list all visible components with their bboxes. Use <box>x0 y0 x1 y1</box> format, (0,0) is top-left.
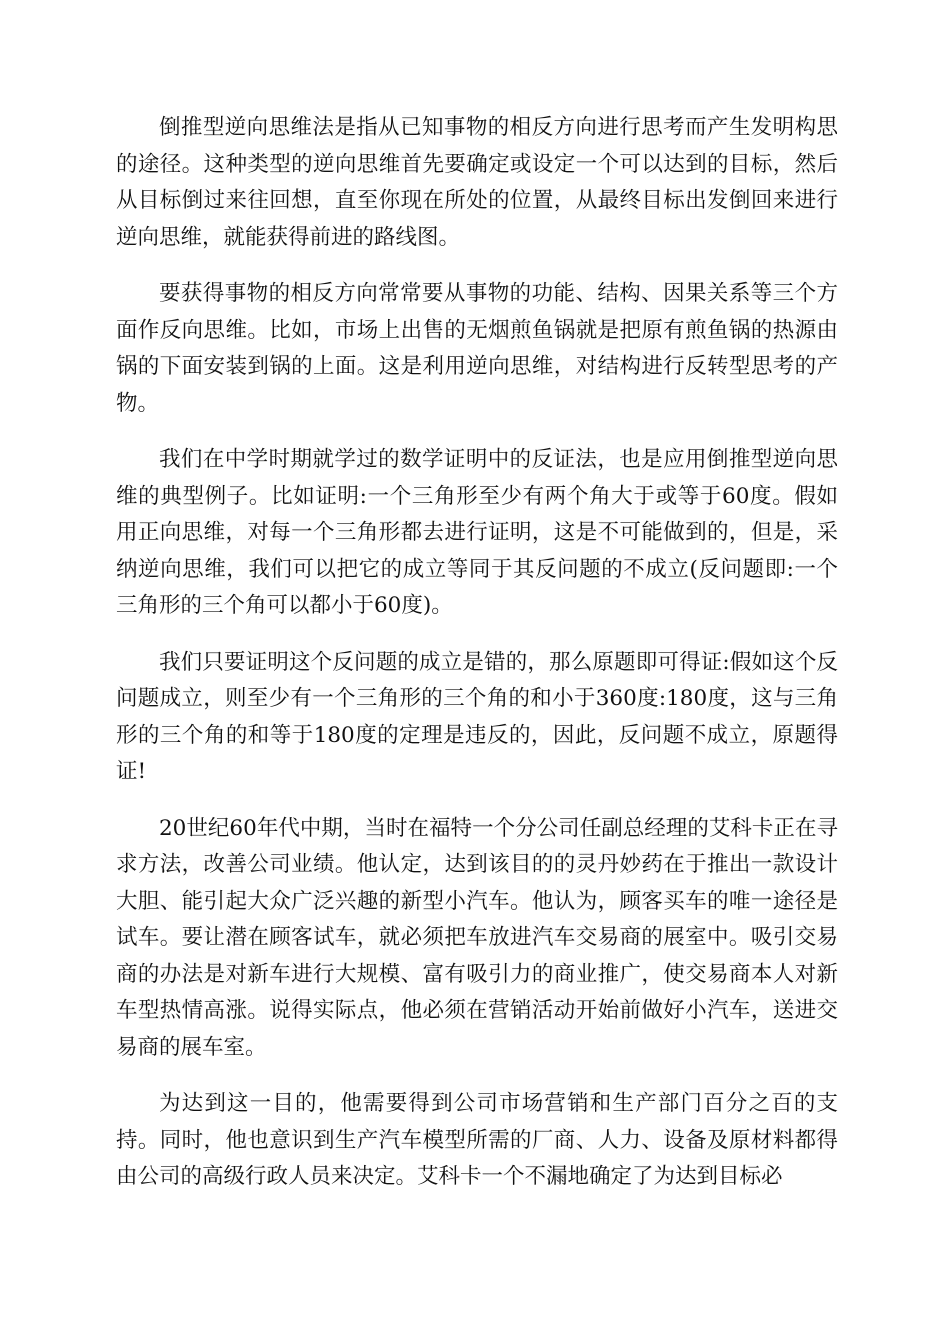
paragraph-6: 为达到这一目的，他需要得到公司市场营销和生产部门百分之百的支持。同时，他也意识到生产汽车模型所需的厂商、人力、设备及原材料都得由公司的高级行政人员来决定。艾科卡一个不漏地确定了为达到目标必 <box>116 1091 838 1189</box>
paragraph-2: 要获得事物的相反方向常常要从事物的功能、结构、因果关系等三个方面作反向思维。比如，市场上出售的无烟煎鱼锅就是把原有煎鱼锅的热源由锅的下面安装到锅的上面。这是利用逆向思维，对结构进行反转型思考的产物。 <box>116 281 838 416</box>
paragraph-4: 我们只要证明这个反问题的成立是错的，那么原题即可得证:假如这个反问题成立，则至少有一个三角形的三个角的和小于360度:180度，这与三角形的三个角的和等于180度的定理是违反的，因此，反问题不成立，原题得证! <box>116 649 838 784</box>
paragraph-1: 倒推型逆向思维法是指从已知事物的相反方向进行思考而产生发明构思的途径。这种类型的逆向思维首先要确定或设定一个可以达到的目标，然后从目标倒过来往回想，直至你现在所处的位置，从最终目标出发倒回来进行逆向思维，就能获得前进的路线图。 <box>116 115 838 250</box>
paragraph-5: 20世纪60年代中期，当时在福特一个分公司任副总经理的艾科卡正在寻求方法，改善公司业绩。他认定，达到该目的的灵丹妙药在于推出一款设计大胆、能引起大众广泛兴趣的新型小汽车。他认为，顾客买车的唯一途径是试车。要让潜在顾客试车，就必须把车放进汽车交易商的展室中。吸引交易商的办法是对新车进行大规模、富有吸引力的商业推广，使交易商本人对新车型热情高涨。说得实际点，他必须在营销活动开始前做好小汽车，送进交易商的展车室。 <box>116 815 838 1060</box>
document-page <box>116 110 838 1216</box>
paragraph-3: 我们在中学时期就学过的数学证明中的反证法，也是应用倒推型逆向思维的典型例子。比如证明:一个三角形至少有两个角大于或等于60度。假如用正向思维，对每一个三角形都去进行证明，这是不可能做到的，但是，采纳逆向思维，我们可以把它的成立等同于其反问题的不成立(反问题即:一个三角形的三个角可以都小于60度)。 <box>116 447 838 618</box>
